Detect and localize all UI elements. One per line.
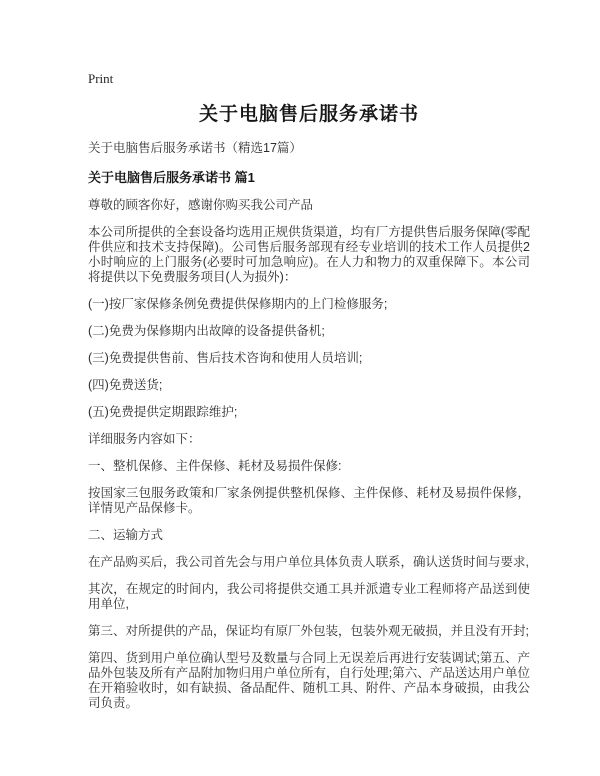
document-title: 关于电脑售后服务承诺书 [198,104,419,125]
paragraph: 按国家三包服务政策和厂家条例提供整机保修、主件保修、耗材及易损件保修，详情见产品保修卡。 [88,486,530,515]
paragraph: 一、整机保修、主件保修、耗材及易损件保修: [88,459,342,473]
document-subtitle: 关于电脑售后服务承诺书（精选17篇） [88,141,302,155]
paragraph: 本公司所提供的全套设备均选用正规供货渠道，均有厂方提供售后服务保障(零配件供应和技术支持保障)。公司售后服务部现有经专业培训的技术工作人员提供2小时响应的上门服务(必要时可加急响应)。在人力和物力的双重保障下。本公司将提供以下免费服务项目(人为损外)： [88,225,530,284]
paragraph: (四)免费送货; [88,378,163,392]
paragraph: 二、运输方式 [88,528,164,542]
paragraph: 其次，在规定的时间内，我公司将提供交通工具并派遣专业工程师将产品送到使用单位, [88,582,530,611]
paragraph: 详细服务内容如下： [88,432,201,446]
paragraph: 尊敬的顾客你好，感谢你购买我公司产品 [88,198,314,212]
paragraph: (三)免费提供售前、售后技术咨询和使用人员培训; [88,351,363,365]
paragraph: (五)免费提供定期跟踪维护; [88,405,238,419]
section-heading: 关于电脑售后服务承诺书 篇1 [88,170,255,185]
paragraph: 第四、货到用户单位确认型号及数量与合同上无误差后再进行安装调试;第五、产品外包装及所有产品附加物归用户单位所有，自行处理;第六、产品送达用户单位在开箱验收时，如有缺损、备品配件、随机工具、附件、产品本身破损，由我公司负责。 [88,651,530,710]
paragraph: 第三、对所提供的产品，保证均有原厂外包装，包装外观无破损，并且没有开封; [88,624,529,638]
paragraph: (一)按厂家保修条例免费提供保修期内的上门检修服务; [88,297,388,311]
print-button[interactable]: Print [88,71,114,86]
document-body [88,198,530,711]
paragraph: (二)免费为保修期内出故障的设备提供备机; [88,324,325,338]
paragraph: 在产品购买后，我公司首先会与用户单位具体负责人联系，确认送货时间与要求, [88,555,529,569]
